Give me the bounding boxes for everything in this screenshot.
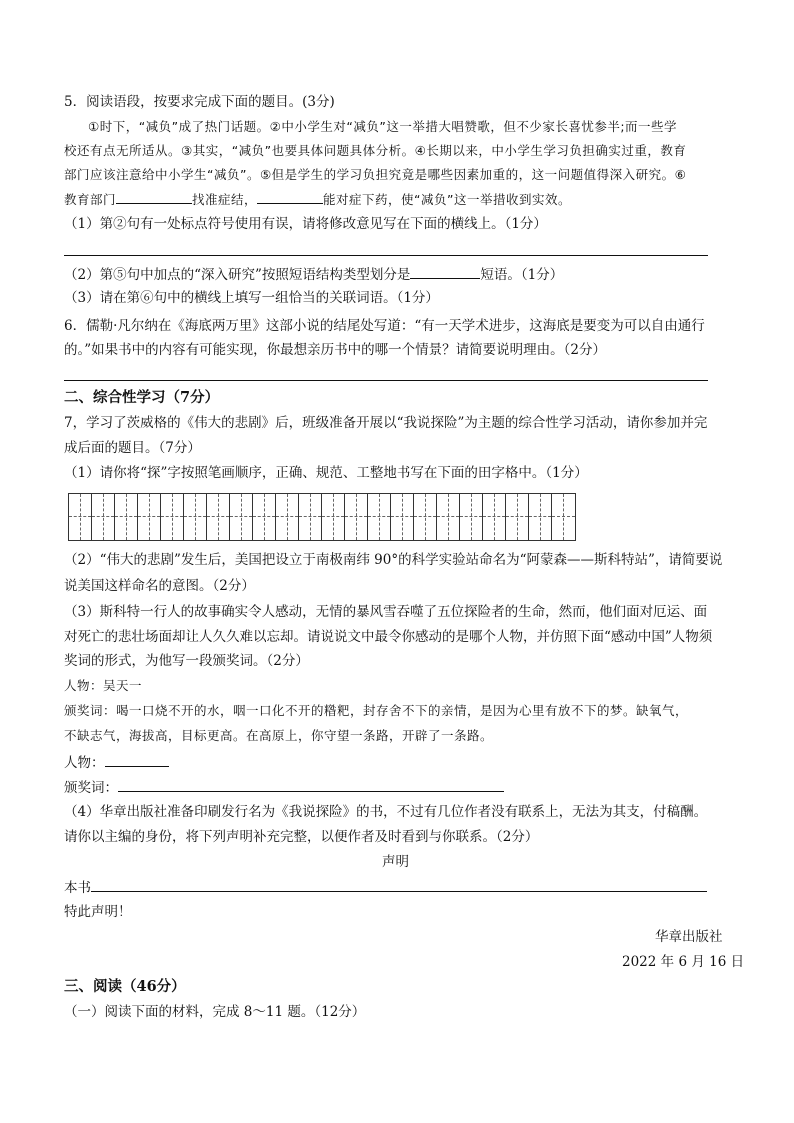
cell-guide-horizontal <box>92 516 114 517</box>
cell-guide-horizontal <box>460 516 482 517</box>
tianzige-cell[interactable] <box>322 494 345 540</box>
q5-passage-part-a: 教育部门 <box>64 192 117 207</box>
cell-guide-vertical <box>517 494 518 540</box>
person-label: 人物： <box>64 755 105 771</box>
tianzige-cell[interactable] <box>437 494 460 540</box>
cell-guide-horizontal <box>184 516 206 517</box>
person-answer-row <box>64 752 169 773</box>
tianzige-cell[interactable] <box>506 494 529 540</box>
tianzige-cell[interactable] <box>207 494 230 540</box>
publisher-name: 华章出版社 <box>655 929 723 945</box>
cell-guide-horizontal <box>414 516 436 517</box>
cell-guide-horizontal <box>391 516 413 517</box>
q5-passage-line-3: 部门应该注意给中小学生“减负”。⑤但是学生的学习负担究竟是哪些因素加重的，这一问题值得深入研究。⑥ <box>64 167 687 182</box>
tianzige-cell[interactable] <box>276 494 299 540</box>
tianzige-cell[interactable] <box>69 494 92 540</box>
example-person: 人物：吴天一 <box>64 678 143 693</box>
cell-guide-horizontal <box>483 516 505 517</box>
tianzige-cell[interactable] <box>529 494 552 540</box>
q5-sub2 <box>64 264 563 285</box>
cell-guide-horizontal <box>506 516 528 517</box>
cell-guide-horizontal <box>276 516 298 517</box>
tianzige-cell[interactable] <box>460 494 483 540</box>
statement-end: 特此声明！ <box>64 904 132 920</box>
q6-line-1: 6．儒勒·凡尔纳在《海底两万里》这部小说的结尾处写道：“有一天学术进步，这海底是要变为可以自由通行 <box>64 318 705 334</box>
tianzige-cell[interactable] <box>253 494 276 540</box>
cell-guide-horizontal <box>161 516 183 517</box>
tianzige-cell[interactable] <box>483 494 506 540</box>
tianzige-cell[interactable] <box>115 494 138 540</box>
cell-guide-horizontal <box>529 516 551 517</box>
cell-guide-horizontal <box>368 516 390 517</box>
q7-sub4-line-1: （4）华章出版社准备印刷发行名为《我说探险》的书，不过有几位作者没有联系上，无法为其支，付稿酬。 <box>64 804 708 820</box>
q5-sub2-text-b: 短语。（1分） <box>480 267 564 283</box>
q7-sub3-line-3: 奖词的形式，为他写一段颁奖词。（2分） <box>64 653 309 669</box>
section-2-heading: 二、综合性学习（7分） <box>64 389 220 406</box>
cell-guide-vertical <box>402 494 403 540</box>
cell-guide-horizontal <box>115 516 137 517</box>
tianzige-grid[interactable] <box>68 493 576 541</box>
cell-guide-vertical <box>310 494 311 540</box>
q5-sub1: （1）第②句有一处标点符号使用有误，请将修改意见写在下面的横线上。（1分） <box>64 216 547 232</box>
q7-line-1: 7，学习了茨威格的《伟大的悲剧》后，班级准备开展以“我说探险”为主题的综合性学习活动，请你参加并完 <box>64 415 708 431</box>
answer-line-q6[interactable] <box>64 380 708 381</box>
cell-guide-horizontal <box>69 516 91 517</box>
q5-title: 5．阅读语段，按要求完成下面的题目。(3分) <box>64 94 335 110</box>
blank-phrase-type[interactable] <box>410 264 480 279</box>
q5-passage-part-b: 找准症结， <box>192 192 258 207</box>
tianzige-cell[interactable] <box>161 494 184 540</box>
cell-guide-horizontal <box>138 516 160 517</box>
cell-guide-vertical <box>379 494 380 540</box>
cell-guide-horizontal <box>322 516 344 517</box>
example-award-line-2: 不缺志气，海拔高，目标更高。在高原上，你守望一条路，开辟了一条路。 <box>64 728 494 743</box>
section-3-sub1: （一）阅读下面的材料，完成 8～11 题。（12分） <box>64 1004 366 1020</box>
award-answer-row <box>64 777 504 798</box>
section-3-heading: 三、阅读（46分） <box>64 978 186 995</box>
q5-sub2-text-a: （2）第⑤句中加点的“深入研究”按照短语结构类型划分是 <box>64 267 411 283</box>
cell-guide-vertical <box>103 494 104 540</box>
statement-body-row <box>64 877 707 898</box>
person-answer-blank[interactable] <box>105 752 169 767</box>
blank-connective-2[interactable] <box>257 189 323 204</box>
cell-guide-horizontal <box>552 516 575 517</box>
award-label: 颁奖词： <box>64 780 118 796</box>
cell-guide-horizontal <box>253 516 275 517</box>
tianzige-cell[interactable] <box>230 494 253 540</box>
award-answer-blank[interactable] <box>118 777 504 792</box>
q7-line-2: 成后面的题目。（7分） <box>64 440 201 456</box>
cell-guide-vertical <box>425 494 426 540</box>
q7-sub2-line-1: （2）“伟大的悲剧”发生后，美国把设立于南极南纬 90°的科学实验站命名为“阿蒙森——斯科特站”，请简要说 <box>64 552 723 568</box>
q5-passage-line-4 <box>64 189 571 210</box>
tianzige-cell[interactable] <box>368 494 391 540</box>
q5-sub3: （3）请在第⑥句中的横线上填写一组恰当的关联词语。（1分） <box>64 290 439 306</box>
cell-guide-horizontal <box>299 516 321 517</box>
cell-guide-vertical <box>448 494 449 540</box>
cell-guide-vertical <box>540 494 541 540</box>
tianzige-cell[interactable] <box>92 494 115 540</box>
statement-title: 声明 <box>382 854 409 870</box>
q7-sub2-line-2: 说美国这样命名的意图。（2分） <box>64 578 255 594</box>
q7-sub1: （1）请你将“探”字按照笔画顺序，正确、规范、工整地书写在下面的田字格中。（1分） <box>64 465 588 481</box>
cell-guide-vertical <box>356 494 357 540</box>
tianzige-cell[interactable] <box>552 494 575 540</box>
cell-guide-vertical <box>241 494 242 540</box>
tianzige-cell[interactable] <box>345 494 368 540</box>
cell-guide-horizontal <box>345 516 367 517</box>
q7-sub3-line-2: 对死亡的悲壮场面却让人久久难以忘却。请说说文中最令你感动的是哪个人物，并仿照下面“感动中国”人物须 <box>64 629 713 645</box>
answer-line-q5-1[interactable] <box>64 255 708 256</box>
cell-guide-vertical <box>287 494 288 540</box>
tianzige-cell[interactable] <box>299 494 322 540</box>
cell-guide-vertical <box>172 494 173 540</box>
cell-guide-vertical <box>195 494 196 540</box>
cell-guide-vertical <box>264 494 265 540</box>
cell-guide-vertical <box>126 494 127 540</box>
q7-sub4-line-2: 请你以主编的身份，将下列声明补充完整，以便作者及时看到与你联系。（2分） <box>64 829 539 845</box>
statement-answer-blank[interactable] <box>91 877 707 892</box>
cell-guide-vertical <box>218 494 219 540</box>
q5-passage-part-c: 能对症下药，使“减负”这一举措收到实效。 <box>323 192 571 207</box>
q6-line-2: 的。”如果书中的内容有可能实现，你最想亲历书中的哪一个情景？请简要说明理由。（2分） <box>64 342 606 358</box>
cell-guide-horizontal <box>437 516 459 517</box>
cell-guide-vertical <box>563 494 564 540</box>
cell-guide-horizontal <box>207 516 229 517</box>
blank-connective-1[interactable] <box>116 189 192 204</box>
statement-start: 本书 <box>64 880 91 896</box>
q5-passage-line-1: ①时下，“减负”成了热门话题。②中小学生对“减负”这一举措大唱赞歌，但不少家长喜忧参半;而一些学 <box>88 119 678 134</box>
cell-guide-vertical <box>80 494 81 540</box>
tianzige-cell[interactable] <box>391 494 414 540</box>
cell-guide-horizontal <box>230 516 252 517</box>
tianzige-cell[interactable] <box>138 494 161 540</box>
cell-guide-vertical <box>471 494 472 540</box>
cell-guide-vertical <box>333 494 334 540</box>
cell-guide-vertical <box>149 494 150 540</box>
statement-date: 2022 年 6 月 16 日 <box>622 954 745 970</box>
cell-guide-vertical <box>494 494 495 540</box>
q7-sub3-line-1: （3）斯科特一行人的故事确实令人感动，无情的暴风雪吞噬了五位探险者的生命，然而，他们面对厄运、面 <box>64 604 708 620</box>
tianzige-cell[interactable] <box>184 494 207 540</box>
example-award-line-1: 颁奖词：喝一口烧不开的水，咽一口化不开的糌粑，封存舍不下的亲情，是因为心里有放不下的梦。缺氧气， <box>64 703 689 718</box>
q5-passage-line-2: 校还有点无所适从。③其实，“减负”也要具体问题具体分析。④长期以来，中小学生学习负担确实过重，教育 <box>64 143 687 158</box>
tianzige-cell[interactable] <box>414 494 437 540</box>
